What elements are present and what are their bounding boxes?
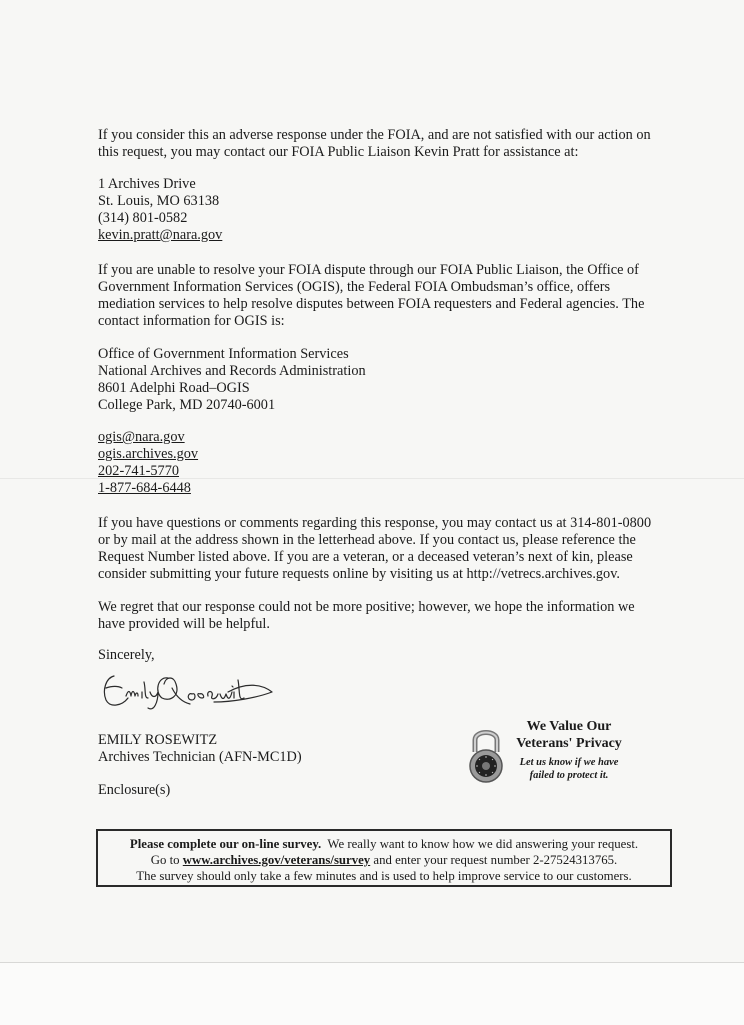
ogis-email-link[interactable]: ogis@nara.gov	[98, 429, 185, 445]
signer-name: EMILY ROSEWITZ	[98, 732, 218, 748]
ogis-contacts-block	[98, 429, 678, 497]
survey-link[interactable]: www.archives.gov/veterans/survey	[182, 853, 371, 867]
text-line: contact information for OGIS is:	[98, 313, 285, 329]
survey-line2-pre: Go to	[150, 853, 183, 867]
page-bottom-margin	[0, 962, 744, 1025]
text-line: consider submitting your future requests online by visiting us at http://vetrecs.archives.gov.	[98, 566, 621, 582]
liaison-email-link[interactable]: kevin.pratt@nara.gov	[98, 227, 223, 243]
signer-title: Archives Technician (AFN-MC1D)	[98, 749, 302, 765]
survey-notice-box	[96, 829, 672, 887]
padlock-icon	[466, 726, 506, 784]
badge-sub-line: failed to protect it.	[529, 770, 609, 781]
liaison-address-block	[98, 176, 678, 244]
text-line: mediation services to help resolve disputes between FOIA requesters and Federal agencies. The	[98, 296, 645, 312]
enclosure-text: Enclosure(s)	[98, 782, 171, 798]
paragraph-questions	[98, 515, 678, 583]
text-line: this request, you may contact our FOIA Public Liaison Kevin Pratt for assistance at:	[98, 144, 579, 160]
text-line: If you have questions or comments regarding this response, you may contact us at 314-801-0800	[98, 515, 652, 531]
ogis-address-line: National Archives and Records Administration	[98, 363, 366, 379]
paragraph-adverse-response	[98, 127, 678, 161]
paragraph-regret	[98, 599, 678, 633]
ogis-address-line: Office of Government Information Services	[98, 346, 349, 362]
liaison-phone: (314) 801-0582	[98, 210, 188, 226]
text-line: We regret that our response could not be more positive; however, we hope the information we	[98, 599, 635, 615]
survey-line-1	[98, 836, 670, 852]
text-line: or by mail at the address shown in the letterhead above. If you contact us, please reference the	[98, 532, 636, 548]
survey-line1-text: We really want to know how we did answering your request.	[321, 837, 639, 851]
text-line: have provided will be helpful.	[98, 616, 270, 632]
ogis-website-link[interactable]: ogis.archives.gov	[98, 446, 199, 462]
ogis-address-line: 8601 Adelphi Road–OGIS	[98, 380, 250, 396]
text-line: If you are unable to resolve your FOIA dispute through our FOIA Public Liaison, the Office of	[98, 262, 639, 278]
badge-sub-line: Let us know if we have	[519, 757, 619, 768]
ogis-phone-link[interactable]: 202-741-5770	[98, 463, 180, 479]
badge-title-line: Veterans' Privacy	[516, 736, 622, 751]
badge-title	[502, 718, 636, 752]
text-line: Government Information Services (OGIS), the Federal FOIA Ombudsman’s office, offers	[98, 279, 611, 295]
address-city: St. Louis, MO 63138	[98, 193, 220, 209]
survey-bold-lead: Please complete our on-line survey.	[129, 837, 322, 851]
badge-title-line: We Value Our	[526, 719, 612, 734]
paragraph-ogis-mediation	[98, 262, 678, 330]
survey-line-3: The survey should only take a few minutes and is used to help improve service to our customers.	[136, 869, 632, 883]
privacy-badge	[466, 718, 636, 788]
address-street: 1 Archives Drive	[98, 176, 196, 192]
survey-line-2	[98, 852, 670, 868]
ogis-address-block	[98, 346, 678, 414]
text-line: If you consider this an adverse response under the FOIA, and are not satisfied with our action on	[98, 127, 651, 143]
ogis-address-line: College Park, MD 20740-6001	[98, 397, 276, 413]
survey-line2-post: and enter your request number 2-27524313765.	[370, 853, 618, 867]
badge-subtitle	[502, 756, 636, 782]
ogis-tollfree-link[interactable]: 1-877-684-6448	[98, 480, 191, 496]
text-line: Request Number listed above. If you are a veteran, or a deceased veteran’s next of kin, please	[98, 549, 633, 565]
salutation-text: Sincerely,	[98, 647, 155, 663]
handwritten-signature	[96, 662, 276, 714]
